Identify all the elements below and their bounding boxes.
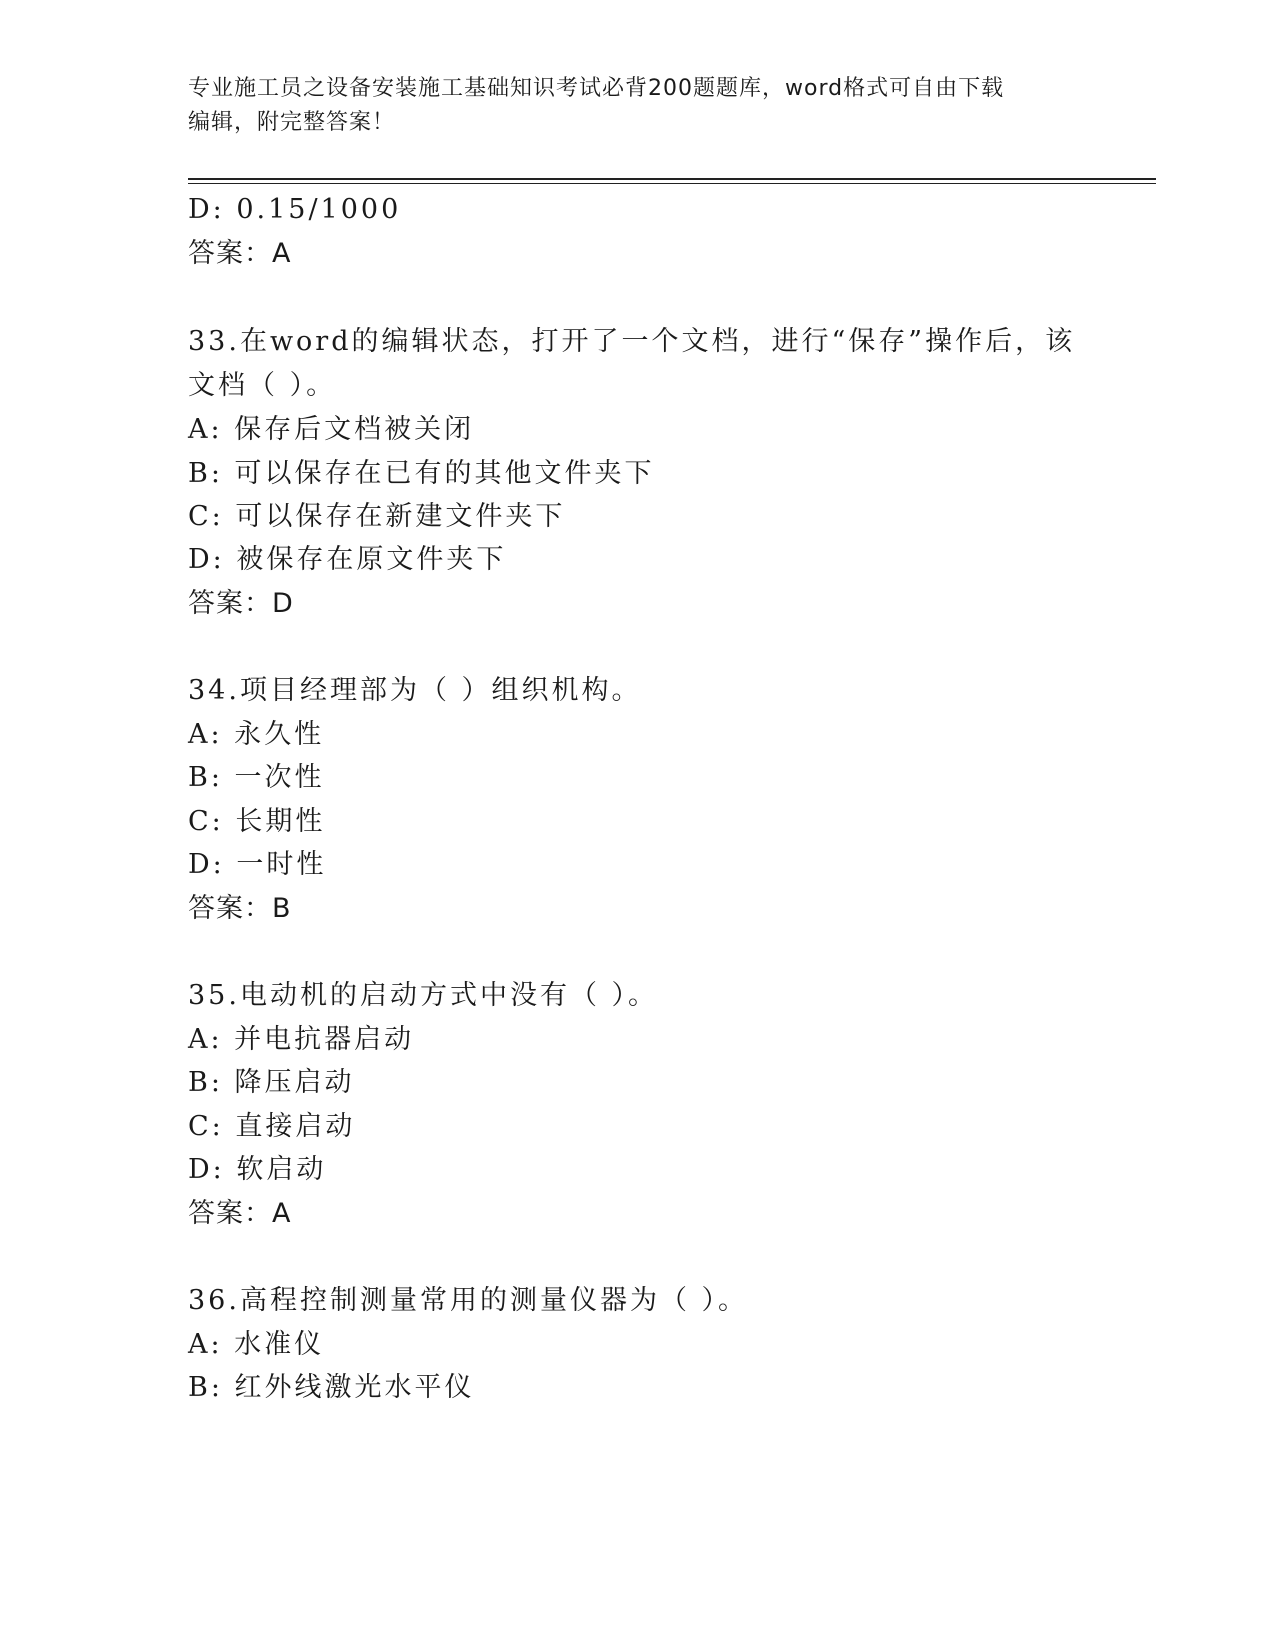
q35-option-b: B: 降压启动 bbox=[188, 1067, 355, 1098]
q36-option-a: A: 水准仪 bbox=[188, 1329, 325, 1360]
q32-answer: 答案：A bbox=[188, 238, 292, 269]
q34-option-d: D: 一时性 bbox=[188, 849, 327, 880]
q35-answer: 答案：A bbox=[188, 1198, 292, 1229]
q33-answer: 答案：D bbox=[188, 588, 294, 619]
q34-answer: 答案：B bbox=[188, 893, 292, 924]
q33-stem-line-2: 文档（ ）。 bbox=[188, 370, 337, 401]
q36-option-b: B: 红外线激光水平仪 bbox=[188, 1372, 475, 1403]
header-title-line-1: 专业施工员之设备安装施工基础知识考试必背200题题库，word格式可自由下载 bbox=[188, 76, 1005, 101]
q34-stem: 34.项目经理部为（ ）组织机构。 bbox=[188, 675, 642, 706]
document-header bbox=[188, 72, 1068, 140]
q36-stem: 36.高程控制测量常用的测量仪器为（ ）。 bbox=[188, 1285, 749, 1316]
header-divider-thin bbox=[188, 183, 1156, 184]
q35-option-c: C: 直接启动 bbox=[188, 1111, 356, 1142]
q33-stem-line-1: 33.在word的编辑状态，打开了一个文档，进行“保存”操作后，该 bbox=[188, 326, 1076, 357]
q33-option-b: B: 可以保存在已有的其他文件夹下 bbox=[188, 458, 655, 489]
q33-option-c: C: 可以保存在新建文件夹下 bbox=[188, 501, 566, 532]
q35-option-d: D: 软启动 bbox=[188, 1154, 327, 1185]
header-title-line-2: 编辑，附完整答案！ bbox=[188, 110, 396, 135]
q34-option-c: C: 长期性 bbox=[188, 806, 326, 837]
q34-option-b: B: 一次性 bbox=[188, 762, 325, 793]
q33-option-a: A: 保存后文档被关闭 bbox=[188, 414, 475, 445]
q32-option-d: D: 0.15/1000 bbox=[188, 194, 402, 225]
header-divider-thick bbox=[188, 178, 1156, 180]
q34-option-a: A: 永久性 bbox=[188, 719, 325, 750]
q33-option-d: D: 被保存在原文件夹下 bbox=[188, 544, 507, 575]
q35-stem: 35.电动机的启动方式中没有（ ）。 bbox=[188, 980, 659, 1011]
q35-option-a: A: 并电抗器启动 bbox=[188, 1024, 415, 1055]
